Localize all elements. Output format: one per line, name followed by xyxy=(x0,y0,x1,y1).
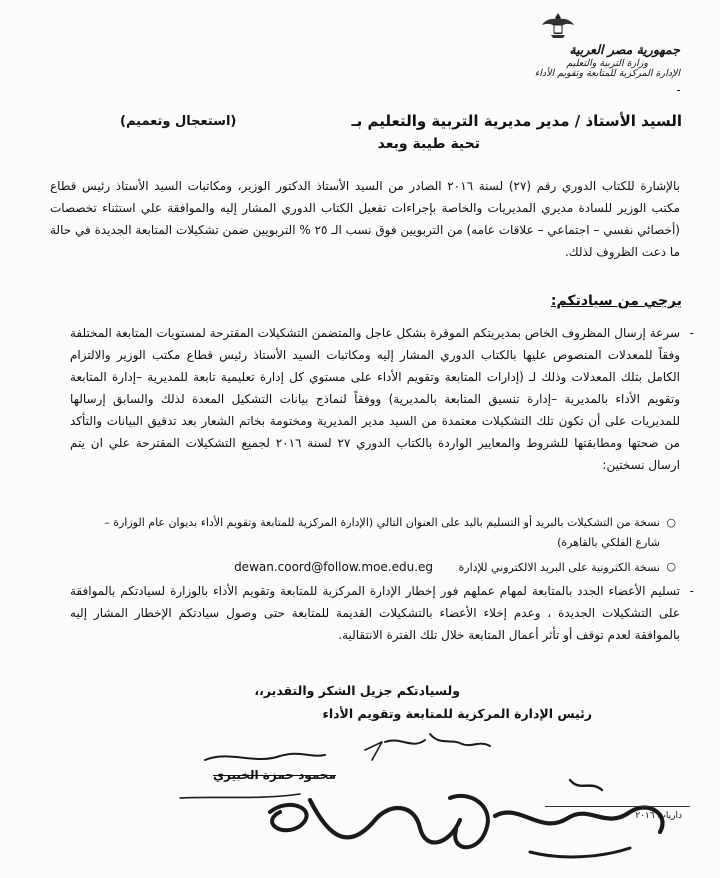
urgency-label: (استعجال وتعميم) xyxy=(120,114,237,129)
signatory-title: رئيس الإدارة المركزية للمتابعة وتقويم الأداء xyxy=(322,706,592,721)
sub-item-email-text: نسخة الكترونية على البريد الالكتروني للإدارة xyxy=(458,561,660,574)
header-ministry: وزارة التربية والتعليم xyxy=(566,58,648,69)
circle-bullet-icon: ○ xyxy=(666,516,676,529)
header-underline-line xyxy=(677,80,680,91)
dash-bullet-icon: - xyxy=(689,326,694,340)
request-item-1 xyxy=(70,322,694,476)
sub-item-postal-text: نسخة من التشكيلات بالبريد أو التسليم باليد على العنوان التالي (الإدارة المركزية للمتابعة وتقويم الأداء بديوان عام الوزارة – شارع الفلكي بالقاهرة) xyxy=(104,516,660,549)
sub-item-postal xyxy=(82,513,676,553)
signatory-name: محمود حمزة الخبيري xyxy=(213,768,336,782)
intro-paragraph: بالإشارة للكتاب الدوري رقم (٢٧) لسنة ٢٠١٦ الصادر من السيد الأستاذ الدكتور الوزير، ومكاتبات السيد الأستاذ رئيس قطاع مكتب الوزير للسادة مديري المديريات والخاصة بإجراءات تفعيل الكتاب الدوري المشار إليه والموافقة علي استثناء تخصصات (أخصائي نفسي – اجتماعي – علاقات عامه) من التربويين فوق نسب الـ ٢٥ % التربويين ضمن تشكيلات المتابعة الجديدة في حالة ما دعت الظروف لذلك. xyxy=(50,179,680,259)
addressee-line: السيد الأستاذ / مدير مديرية التربية والتعليم بـ xyxy=(351,112,682,130)
footer-year: داريات ٢٠١٦ xyxy=(635,811,682,821)
circle-bullet-icon: ○ xyxy=(666,560,676,573)
greeting-line: تحية طيبة وبعد xyxy=(377,136,480,152)
closing-line: ولسيادتكم جزيل الشكر والتقدير،، xyxy=(254,683,460,698)
request-item-2 xyxy=(70,580,694,646)
sub-item-email xyxy=(82,557,676,578)
header-republic: جمهورية مصر العربية xyxy=(569,42,680,57)
handwritten-signature xyxy=(150,720,710,878)
request-heading: يرجي من سيادتكم: xyxy=(550,293,682,309)
header-department: الإدارة المركزية للمتابعة وتقويم الأداء xyxy=(534,68,680,79)
request-item-2-text: تسليم الأعضاء الجدد بالمتابعة لمهام عملهم فور إخطار الإدارة المركزية للمتابعة وتقويم الأداء بالوزارة لسيادتكم بالموافقة على التشكيلات الجديدة ، وعدم إخلاء الأعضاء بالتشكيلات القديمة للمتابعة حتى وصول سيادتكم الإخطار المشار إليه بالموافقة لعدم توقف أو تأثر أعمال المتابعة خلال تلك الفترة الانتقالية. xyxy=(70,584,680,642)
eagle-emblem-icon xyxy=(541,10,575,40)
request-item-1-text: سرعة إرسال المظروف الخاص بمديريتكم الموقرة بشكل عاجل والمتضمن التشكيلات المقترحة لمستويات المتابعة المختلفة وفقاً للمعدلات المنصوص عليها بالكتاب الدوري المشار إليه ومكاتبات السيد الأستاذ رئيس قطاع مكتب الوزير والالتزام الكامل بتلك المعدلات وذلك لـ (إدارات المتابعة وتقويم الأداء على مستوي كل إدارة تعليمية تابعة للمديرية –إدارة المتابعة وتقويم الأداء بالمديرية –إدارة تنسيق المتابعة بالمديرية) ووفقاً لنماذج بيانات التشكيل المعدة لذلك والسابق إرسالها للمديريات على أن تكون تلك التشكيلات معتمدة من السيد مدير المديرية ومختومة بخاتم الشعار بعد تدقيق البيانات والتأكد من صحتها ومطابقتها للشروط والمعايير الواردة بالكتاب الدوري ٢٧ لسنة ٢٠١٦ لجميع التشكيلات المقترحة علي ان يتم ارسال نسختين: xyxy=(70,326,681,472)
footer-divider xyxy=(545,806,690,807)
dash-bullet-icon: - xyxy=(689,584,694,598)
email-address: dewan.coord@follow.moe.edu.eg xyxy=(234,560,434,574)
